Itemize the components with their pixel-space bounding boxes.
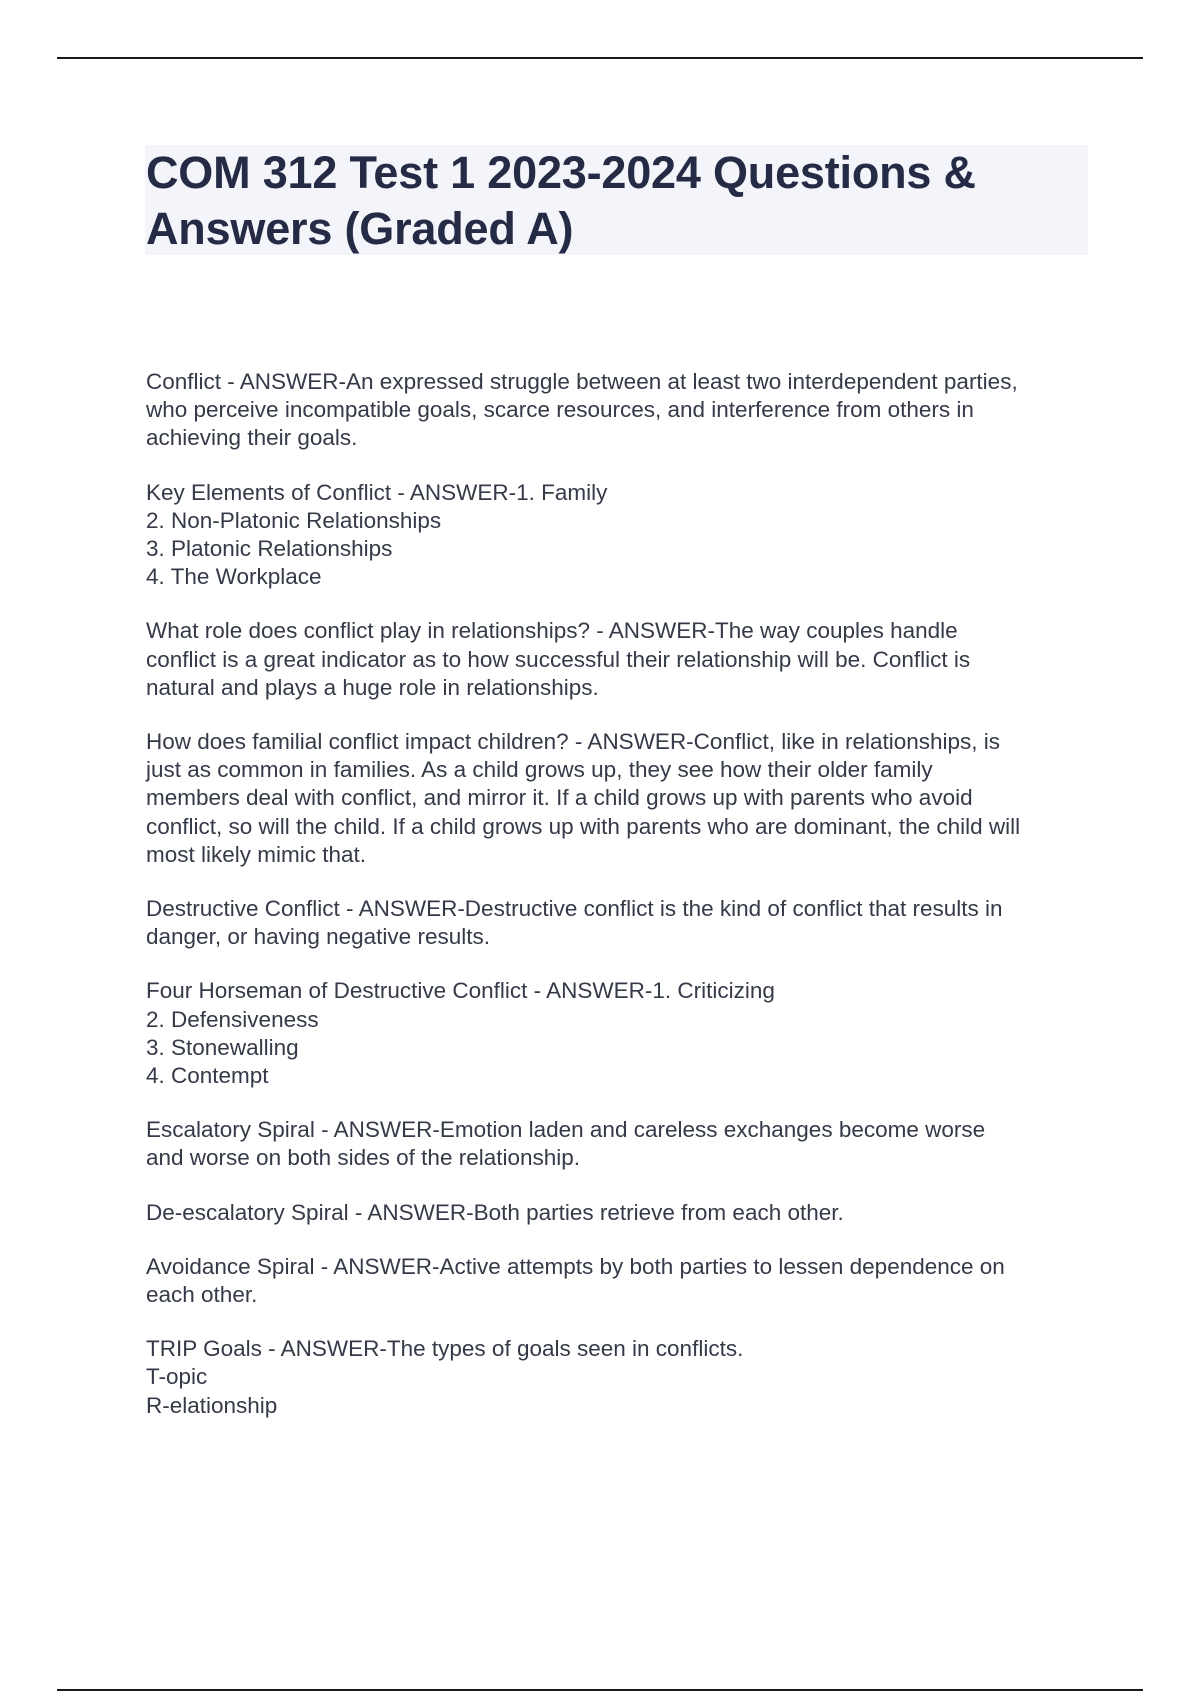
qa-entry	[146, 479, 1091, 592]
qa-line: T-opic	[146, 1364, 208, 1390]
qa-line: most likely mimic that.	[146, 841, 367, 867]
qa-line: TRIP Goals - ANSWER-The types of goals seen in conflicts.	[146, 1336, 744, 1362]
qa-line: Four Horseman of Destructive Conflict - ANSWER-1. Criticizing	[146, 978, 775, 1004]
qa-line: conflict is a great indicator as to how successful their relationship will be. Conflict is	[146, 646, 971, 672]
qa-line: 2. Non-Platonic Relationships	[146, 507, 442, 533]
qa-line: just as common in families. As a child grows up, they see how their older family	[146, 757, 933, 783]
qa-entry	[146, 1253, 1091, 1309]
qa-entry	[146, 1335, 1091, 1420]
qa-line: Destructive Conflict - ANSWER-Destructive conflict is the kind of conflict that results in	[146, 896, 1003, 922]
qa-line: achieving their goals.	[146, 425, 358, 451]
qa-entry	[146, 368, 1091, 453]
qa-line: 2. Defensiveness	[146, 1006, 319, 1032]
qa-line: R-elationship	[146, 1392, 278, 1418]
qa-line: 3. Stonewalling	[146, 1034, 299, 1060]
qa-line: Key Elements of Conflict - ANSWER-1. Family	[146, 479, 608, 505]
qa-line: members deal with conflict, and mirror it. If a child grows up with parents who avoid	[146, 785, 973, 811]
top-divider	[57, 57, 1143, 59]
qa-entry	[146, 617, 1091, 702]
qa-line: who perceive incompatible goals, scarce resources, and interference from others in	[146, 397, 974, 423]
qa-line: 4. The Workplace	[146, 564, 322, 590]
qa-line: De-escalatory Spiral - ANSWER-Both parties retrieve from each other.	[146, 1199, 844, 1225]
qa-entry	[146, 895, 1091, 951]
title-line: Answers (Graded A)	[146, 203, 574, 254]
qa-line: Escalatory Spiral - ANSWER-Emotion laden and careless exchanges become worse	[146, 1117, 986, 1143]
qa-line: 4. Contempt	[146, 1063, 269, 1089]
qa-entry	[146, 1199, 1091, 1227]
qa-entry	[146, 977, 1091, 1090]
qa-line: natural and plays a huge role in relationships.	[146, 674, 599, 700]
qa-line: each other.	[146, 1282, 258, 1308]
qa-entry	[146, 728, 1091, 869]
qa-list	[146, 368, 1091, 1446]
qa-line: danger, or having negative results.	[146, 924, 490, 950]
qa-line: How does familial conflict impact children? - ANSWER-Conflict, like in relationships, is	[146, 729, 1001, 755]
document-title	[146, 145, 1076, 257]
qa-line: and worse on both sides of the relationship.	[146, 1145, 581, 1171]
title-line: COM 312 Test 1 2023-2024 Questions &	[146, 147, 976, 198]
qa-line: What role does conflict play in relationships? - ANSWER-The way couples handle	[146, 618, 958, 644]
qa-line: 3. Platonic Relationships	[146, 536, 393, 562]
bottom-divider	[57, 1689, 1143, 1691]
qa-line: conflict, so will the child. If a child grows up with parents who are dominant, the child will	[146, 813, 1021, 839]
qa-line: Conflict - ANSWER-An expressed struggle between at least two interdependent parties,	[146, 369, 1018, 394]
qa-line: Avoidance Spiral - ANSWER-Active attempts by both parties to lessen dependence on	[146, 1253, 1005, 1279]
qa-entry	[146, 1116, 1091, 1172]
